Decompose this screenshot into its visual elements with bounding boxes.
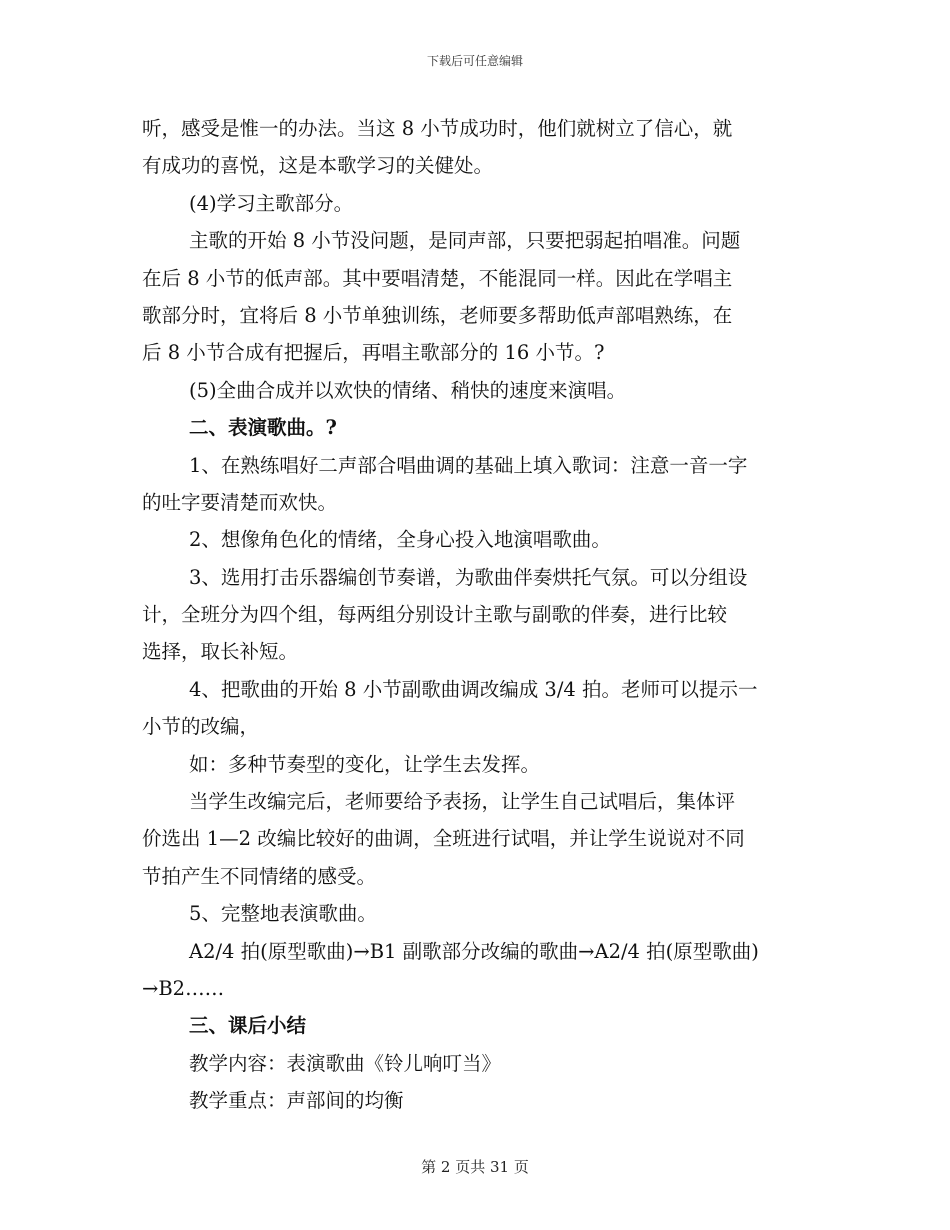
text-line: 的吐字要清楚而欢快。 bbox=[142, 490, 338, 514]
text-line: 小节的改编， bbox=[142, 715, 260, 739]
section-heading: 三、课后小结 bbox=[189, 1014, 307, 1038]
text-line: 如：多种节奏型的变化，让学生去发挥。 bbox=[189, 752, 541, 776]
text-line: (5)全曲合成并以欢快的情绪、稍快的速度来演唱。 bbox=[189, 378, 627, 402]
text-line: 有成功的喜悦，这是本歌学习的关健处。 bbox=[142, 154, 494, 178]
text-line: 当学生改编完后，老师要给予表扬，让学生自己试唱后，集体评 bbox=[189, 790, 736, 814]
text-line: 5、完整地表演歌曲。 bbox=[189, 902, 377, 926]
text-line: 计，全班分为四个组，每两组分别设计主歌与副歌的伴奏，进行比较 bbox=[142, 603, 728, 627]
text-line: 听，感受是惟一的办法。当这 8 小节成功时，他们就树立了信心，就 bbox=[142, 117, 733, 140]
text-line: 歌部分时，宜将后 8 小节单独训练，老师要多帮助低声部唱熟练，在 bbox=[142, 303, 733, 327]
text-line: 4、把歌曲的开始 8 小节副歌曲调改编成 3/4 拍。老师可以提示一 bbox=[189, 677, 758, 701]
text-line: A2/4 拍(原型歌曲)→B1 副歌部分改编的歌曲→A2/4 拍(原型歌曲) bbox=[189, 939, 759, 963]
text-line: 选择，取长补短。 bbox=[142, 640, 299, 664]
text-line: (4)学习主歌部分。 bbox=[189, 191, 354, 215]
text-line: 1、在熟练唱好二声部合唱曲调的基础上填入歌词：注意一音一字 bbox=[189, 453, 748, 477]
page-header: 下载后可任意编辑 bbox=[426, 54, 523, 68]
text-line: 主歌的开始 8 小节没问题，是同声部，只要把弱起拍唱准。问题 bbox=[189, 229, 741, 253]
text-line: 2、想像角色化的情绪，全身心投入地演唱歌曲。 bbox=[189, 528, 611, 552]
text-line: 3、选用打击乐器编创节奏谱，为歌曲伴奏烘托气氛。可以分组设 bbox=[189, 565, 748, 589]
text-line: 在后 8 小节的低声部。其中要唱清楚，不能混同一样。因此在学唱主 bbox=[142, 266, 733, 290]
document-body bbox=[142, 110, 810, 1120]
text-line: 节拍产生不同情绪的感受。 bbox=[142, 864, 377, 888]
text-line: 教学内容：表演歌曲《铃儿响叮当》 bbox=[189, 1051, 502, 1075]
text-line: 价选出 1—2 改编比较好的曲调，全班进行试唱，并让学生说说对不同 bbox=[142, 827, 745, 851]
text-line: →B2…… bbox=[142, 976, 225, 1000]
page-footer: 第 2 页共 31 页 bbox=[421, 1158, 529, 1176]
section-heading: 二、表演歌曲。? bbox=[189, 416, 337, 440]
text-line: 后 8 小节合成有把握后，再唱主歌部分的 16 小节。? bbox=[142, 341, 605, 365]
text-line: 教学重点：声部间的均衡 bbox=[189, 1089, 404, 1113]
